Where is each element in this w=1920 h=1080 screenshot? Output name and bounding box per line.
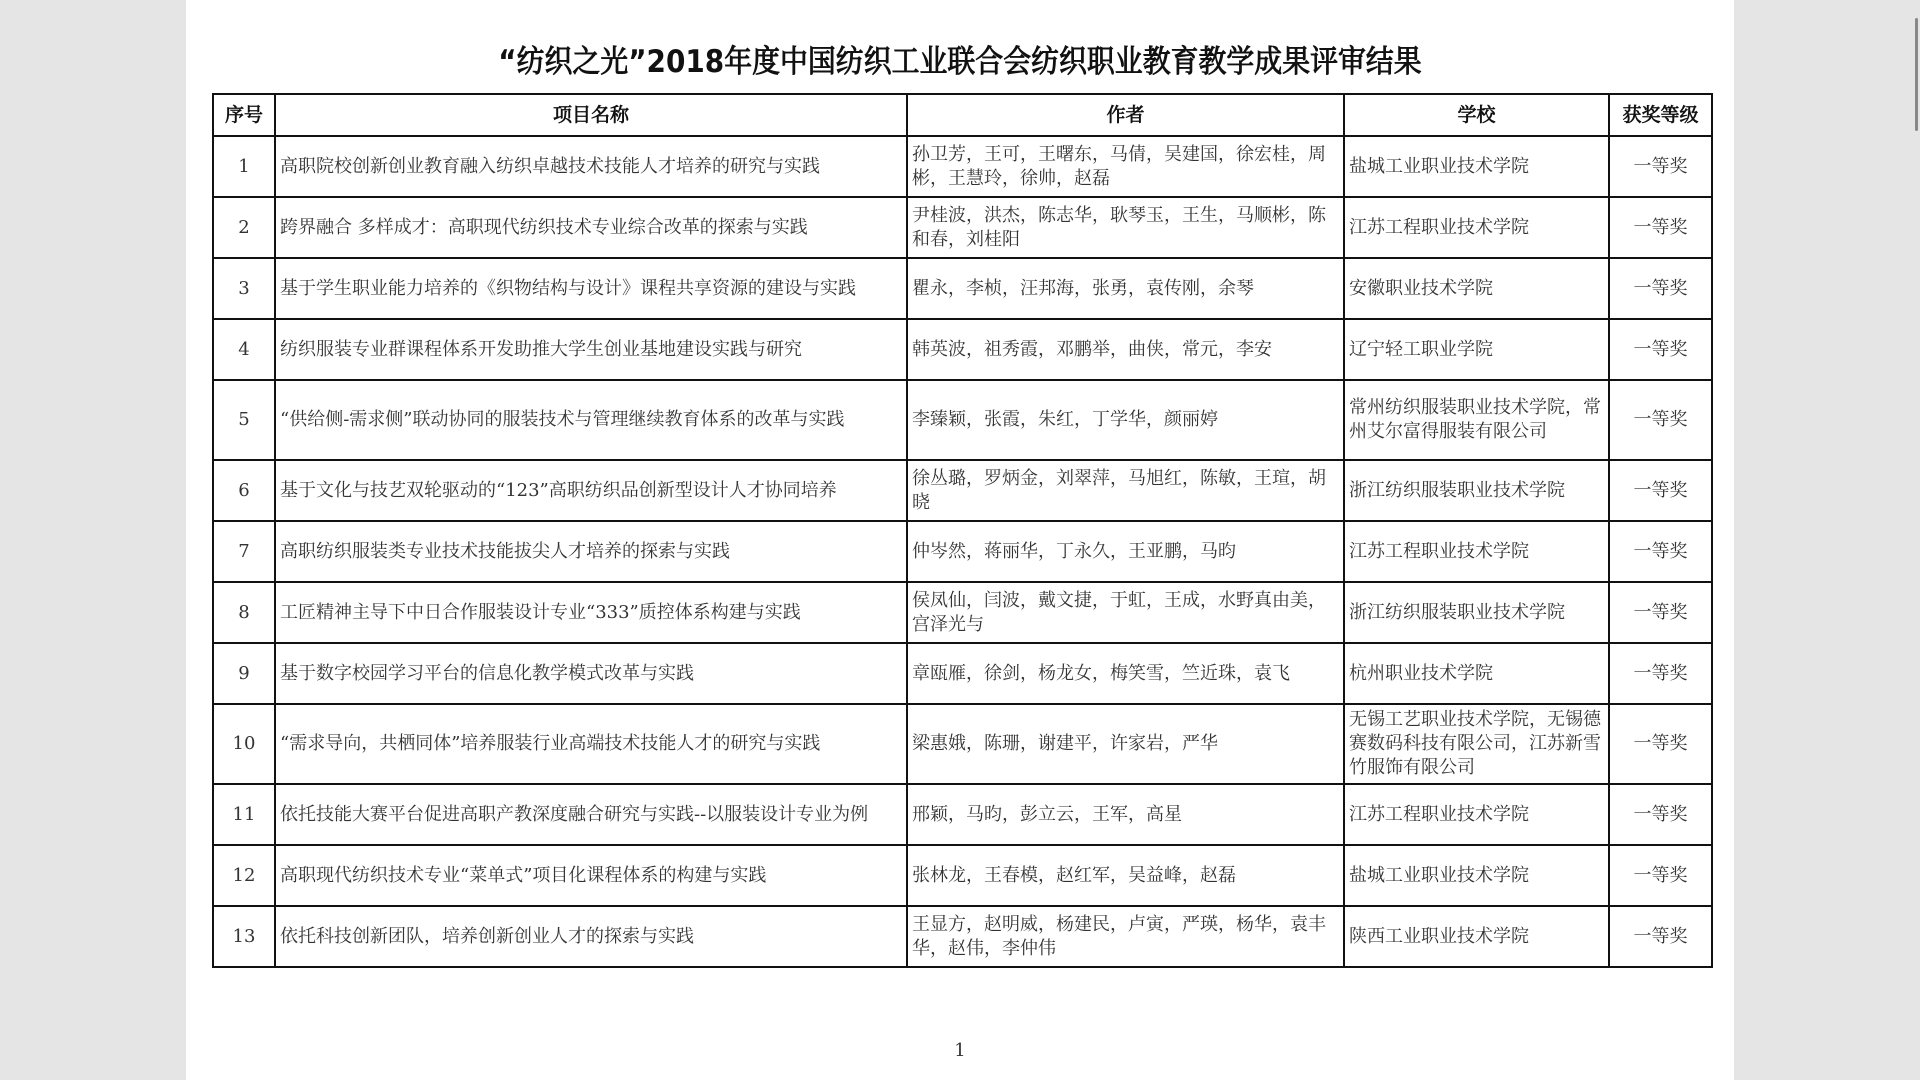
table-row <box>213 582 1712 643</box>
cell-project: 依托科技创新团队，培养创新创业人才的探索与实践 <box>275 906 907 967</box>
cell-authors: 王显方，赵明威，杨建民，卢寅，严瑛，杨华，袁丰华，赵伟，李仲伟 <box>907 906 1344 967</box>
cell-project: 基于数字校园学习平台的信息化教学模式改革与实践 <box>275 643 907 704</box>
cell-award: 一等奖 <box>1609 845 1712 906</box>
cell-project: “供给侧-需求侧”联动协同的服装技术与管理继续教育体系的改革与实践 <box>275 380 907 460</box>
cell-authors: 孙卫芳，王可，王曙东，马倩，吴建国，徐宏桂，周彬，王慧玲，徐帅，赵磊 <box>907 136 1344 197</box>
cell-award: 一等奖 <box>1609 258 1712 319</box>
cell-no: 12 <box>213 845 275 906</box>
table-row <box>213 784 1712 845</box>
cell-authors: 仲岑然，蒋丽华，丁永久，王亚鹏，马昀 <box>907 521 1344 582</box>
cell-award: 一等奖 <box>1609 784 1712 845</box>
cell-award: 一等奖 <box>1609 582 1712 643</box>
cell-project: 工匠精神主导下中日合作服装设计专业“333”质控体系构建与实践 <box>275 582 907 643</box>
cell-authors: 张林龙，王春模，赵红军，吴益峰，赵磊 <box>907 845 1344 906</box>
cell-no: 4 <box>213 319 275 380</box>
cell-award: 一等奖 <box>1609 906 1712 967</box>
cell-authors: 侯凤仙，闫波，戴文捷，于虹，王成，水野真由美，宫泽光与 <box>907 582 1344 643</box>
page-number: 1 <box>954 1040 966 1061</box>
cell-project: 高职现代纺织技术专业“菜单式”项目化课程体系的构建与实践 <box>275 845 907 906</box>
cell-project: 基于学生职业能力培养的《织物结构与设计》课程共享资源的建设与实践 <box>275 258 907 319</box>
cell-award: 一等奖 <box>1609 643 1712 704</box>
cell-no: 7 <box>213 521 275 582</box>
cell-project: “需求导向，共栖同体”培养服装行业高端技术技能人才的研究与实践 <box>275 704 907 784</box>
cell-school: 陕西工业职业技术学院 <box>1344 906 1609 967</box>
cell-school: 常州纺织服装职业技术学院，常州艾尔富得服装有限公司 <box>1344 380 1609 460</box>
cell-authors: 徐丛璐，罗炳金，刘翠萍，马旭红，陈敏，王瑄，胡晓 <box>907 460 1344 521</box>
table-row <box>213 521 1712 582</box>
cell-award: 一等奖 <box>1609 460 1712 521</box>
cell-school: 辽宁轻工职业学院 <box>1344 319 1609 380</box>
table-row <box>213 704 1712 784</box>
table-row <box>213 845 1712 906</box>
cell-project: 高职纺织服装类专业技术技能拔尖人才培养的探索与实践 <box>275 521 907 582</box>
cell-project: 跨界融合 多样成才：高职现代纺织技术专业综合改革的探索与实践 <box>275 197 907 258</box>
table-row <box>213 380 1712 460</box>
table-row <box>213 460 1712 521</box>
cell-no: 11 <box>213 784 275 845</box>
cell-authors: 尹桂波，洪杰，陈志华，耿琴玉，王生，马顺彬，陈和春，刘桂阳 <box>907 197 1344 258</box>
cell-no: 13 <box>213 906 275 967</box>
cell-project: 纺织服装专业群课程体系开发助推大学生创业基地建设实践与研究 <box>275 319 907 380</box>
cell-school: 安徽职业技术学院 <box>1344 258 1609 319</box>
cell-project: 高职院校创新创业教育融入纺织卓越技术技能人才培养的研究与实践 <box>275 136 907 197</box>
cell-no: 9 <box>213 643 275 704</box>
table-row <box>213 197 1712 258</box>
cell-school: 江苏工程职业技术学院 <box>1344 197 1609 258</box>
cell-award: 一等奖 <box>1609 136 1712 197</box>
cell-no: 6 <box>213 460 275 521</box>
table-row <box>213 258 1712 319</box>
header-project: 项目名称 <box>275 94 907 136</box>
cell-project: 依托技能大赛平台促进高职产教深度融合研究与实践--以服装设计专业为例 <box>275 784 907 845</box>
header-authors: 作者 <box>907 94 1344 136</box>
document-title: “纺织之光”2018年度中国纺织工业联合会纺织职业教育教学成果评审结果 <box>498 44 1422 80</box>
cell-authors: 韩英波，祖秀霞，邓鹏举，曲侠，常元，李安 <box>907 319 1344 380</box>
header-school: 学校 <box>1344 94 1609 136</box>
cell-school: 盐城工业职业技术学院 <box>1344 845 1609 906</box>
cell-school: 浙江纺织服装职业技术学院 <box>1344 582 1609 643</box>
cell-no: 1 <box>213 136 275 197</box>
cell-authors: 瞿永，李桢，汪邦海，张勇，袁传刚，余琴 <box>907 258 1344 319</box>
cell-school: 盐城工业职业技术学院 <box>1344 136 1609 197</box>
document-page <box>186 0 1734 1080</box>
cell-award: 一等奖 <box>1609 319 1712 380</box>
results-table <box>212 93 1713 968</box>
table-header-row <box>213 94 1712 136</box>
table-row <box>213 319 1712 380</box>
cell-no: 10 <box>213 704 275 784</box>
cell-school: 浙江纺织服装职业技术学院 <box>1344 460 1609 521</box>
cell-authors: 章瓯雁，徐剑，杨龙女，梅笑雪，竺近珠，袁飞 <box>907 643 1344 704</box>
vertical-scrollbar[interactable] <box>1915 18 1918 131</box>
cell-school: 无锡工艺职业技术学院，无锡德赛数码科技有限公司，江苏新雪竹服饰有限公司 <box>1344 704 1609 784</box>
cell-award: 一等奖 <box>1609 704 1712 784</box>
cell-school: 杭州职业技术学院 <box>1344 643 1609 704</box>
cell-authors: 李臻颖，张霞，朱红，丁学华，颜丽婷 <box>907 380 1344 460</box>
cell-no: 5 <box>213 380 275 460</box>
table-row <box>213 906 1712 967</box>
cell-no: 2 <box>213 197 275 258</box>
cell-award: 一等奖 <box>1609 197 1712 258</box>
cell-authors: 梁惠娥，陈珊，谢建平，许家岩，严华 <box>907 704 1344 784</box>
cell-award: 一等奖 <box>1609 521 1712 582</box>
cell-project: 基于文化与技艺双轮驱动的“123”高职纺织品创新型设计人才协同培养 <box>275 460 907 521</box>
cell-no: 8 <box>213 582 275 643</box>
cell-authors: 邢颖，马昀，彭立云，王军，高星 <box>907 784 1344 845</box>
cell-school: 江苏工程职业技术学院 <box>1344 521 1609 582</box>
cell-no: 3 <box>213 258 275 319</box>
cell-school: 江苏工程职业技术学院 <box>1344 784 1609 845</box>
table-row <box>213 643 1712 704</box>
cell-award: 一等奖 <box>1609 380 1712 460</box>
header-no: 序号 <box>213 94 275 136</box>
header-award: 获奖等级 <box>1609 94 1712 136</box>
table-row <box>213 136 1712 197</box>
